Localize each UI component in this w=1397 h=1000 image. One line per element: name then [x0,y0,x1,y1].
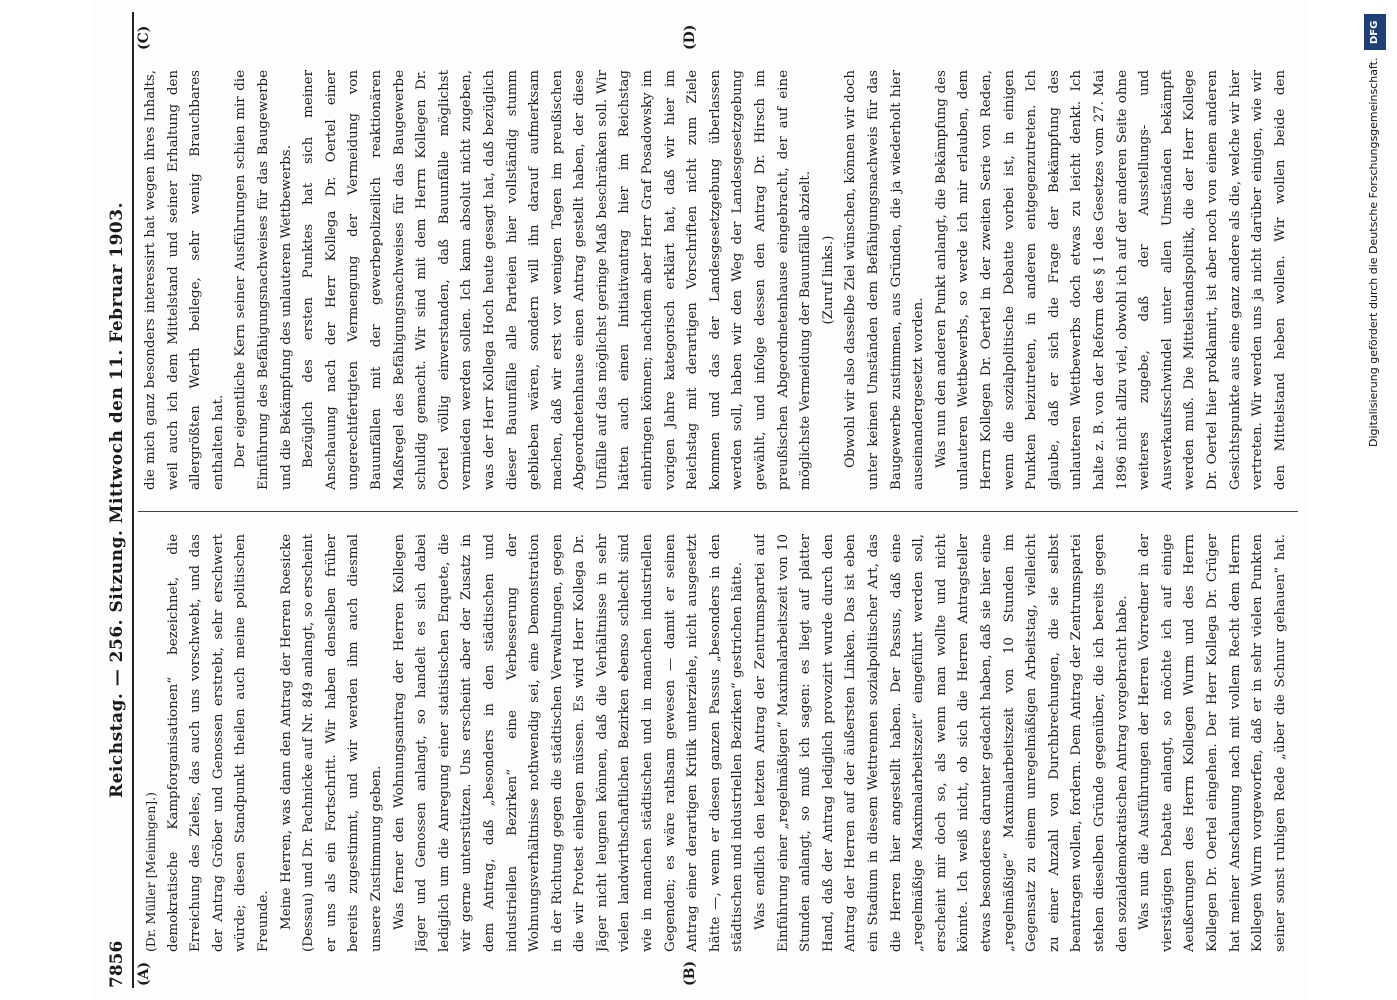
paragraph: Was nun die Ausführungen der Herren Vorredner in der vierstägigen Debatte anlangt, so möchte ich auf einige Aeußerungen des Herrn Kollegen Wurm und des Herrn Kollegen Dr. Oertel eingehen. Der Herr Kollega Dr. Crüger hat meiner Anschauung nach mit vollem Recht dem Herrn Kollegen Wurm vorgeworfen, daß er in sehr vielen Punkten seiner sonst ruhigen Rede „über die Schnur gehauen“ hat. [1137,534,1288,952]
dfg-credit-text: Digitalisierung gefördert durch die Deutsche Forschungsgemeinschaft. [1367,58,1380,448]
margin-mark-d: (D) [682,24,698,50]
speaker-label: (Dr. Müller [Meiningen].) [143,792,158,952]
margin-mark-b: (B) [682,960,698,986]
page-header [102,12,134,988]
paragraph: Was ferner den Wohnungsantrag der Herren Kollegen Jäger und Genossen anlangt, so handelt es sich dabei lediglich um die Anregung einer statistischen Enquete, die wir gerne unterstützen. Uns erscheint aber der Zusatz in dem Antrag, daß „besonders in den städtischen und industriellen Bezirken“ eine Verbesserung der Wohnungsverhältnisse nothwendig sei, eine Demonstration in der Richtung gegen die städtischen Verwaltungen, gegen die wir Protest einlegen müssen. Es wird Herr Kollega Dr. Jäger nicht leugnen können, daß die Verhältnisse in sehr vielen landwirthschaftlichen Bezirken ebenso schlecht sind wie in manchen städtischen und in manchen industriellen Gegenden; es wäre rathsam gewesen — damit er seinen Antrag einer derartigen Kritik unterziehe, nicht ausgesetzt hätte —, wenn er diesen ganzen Passus „besonders in den städtischen und industriellen Bezirken“ gestrichen hätte. [391,534,746,952]
paragraph: Meine Herren, was dann den Antrag der Herren Roesicke (Dessau) und Dr. Pachnicke auf Nr. 849 anlangt, so erscheint er uns als ein Fortschritt. Wir haben denselben früher bereits zugestimmt, und wir werden ihm auch diesmal unsere Zustimmung geben. [278,534,384,952]
paragraph: die mich ganz besonders interessirt hat wegen ihres Inhalts, weil auch ich dem Mittelstand und seiner Erhaltung den allergrößten Werth beilege, sehr wenig Brauchbares enthalten hat. [143,70,226,490]
paragraph: Der eigentliche Kern seiner Ausführungen schien mir die Einführung des Befähigungsnachweises für das Baugewerbe und die Bekämpfung des unlauteren Wettbewerbs. [233,70,294,490]
margin-mark-c: (C) [136,25,152,50]
paragraph: Was nun den anderen Punkt anlangt, die Bekämpfung des unlauteren Wettbewerbs, so werde ich mir erlauben, dem Herrn Kollegen Dr. Oertel in der zweiten Serie von Reden, wenn die sozialpolitische Debatte vorbei ist, in einigen Punkten beizutreten, in anderen entgegenzutreten. Ich glaube, daß er sich die Frage der Bekämpfung des unlauteren Wettbewerbs doch etwas zu leicht denkt. Ich halte z. B. von der Reform des § 1 des Gesetzes vom 27. Mai 1896 nicht allzu viel, obwohl ich auf der anderen Seite ohne weiteres zugebe, daß der Ausstellungs- und Ausverkaufsschwindel unter allen Umständen bekämpft werden muß. Die Mittelstandspolitik, die der Herr Kollege Dr. Oertel hier proklamirt, ist aber noch von einem anderen Gesichtspunkte aus eine ganz andere als die, welche wir hier vertreten. Wir werden uns ja nicht darüber einigen, wie wir den Mittelstand heben wollen. Wir wollen beide den [933,70,1288,490]
page-number: 7856 [107,940,127,988]
column-divider [138,511,1298,512]
dfg-logo: DFG [1364,14,1386,50]
margin-mark-a: (A) [136,961,152,986]
paragraph: demokratische Kampforganisationen“ bezeichnet, die Erreichung des Zieles, das auch uns vorschwebt, und das der Antrag Gröber und Genossen erstrebt, sehr erschwert würde; diesen Standpunkt theilen auch meine politischen Freunde. [165,534,271,952]
page-title: Reichstag. — 256. Sitzung. Mittwoch den 11. Februar 1903. [107,201,127,799]
paragraph: Bezüglich des ersten Punktes hat sich meiner Anschauung nach der Herr Kollega Dr. Oertel einer ungerechtfertigten Vermengung der Vermeidung von Bauunfällen mit der gewerbepolizeilich reaktionären Maßregel des Befähigungsnachweises für das Baugewerbe schuldig gemacht. Wir sind mit dem Herrn Kollegen Dr. Oertel völlig einverstanden, daß Bauunfälle möglichst vermieden werden sollen. Ich kann absolut nicht zugeben, was der Herr Kollega Hoch heute gesagt hat, daß bezüglich dieser Bauunfälle alle Parteien hier vollständig stumm geblieben wären, sondern will ihn darauf aufmerksam machen, daß wir erst vor wenigen Tagen im preußischen Abgeordnetenhause einen Antrag gestellt haben, der diese Unfälle auf das möglichst geringe Maß beschränken soll. Wir hätten auch einen Initiativantrag hier im Reichstag einbringen können; nachdem aber Herr Graf Posadowsky im vorigen Jahre kategorisch erklärt hat, daß wir hier im Reichstag mit derartigen Vorschriften nicht zum Ziele kommen und das der Landesgesetzgebung überlassen werden soll, haben wir den Weg der Landesgesetzgebung gewählt, und infolge dessen den Antrag Dr. Hirsch im preußischen Abgeordnetenhause eingebracht, der auf eine möglichste Vermeidung der Bauunfälle abzielt. [301,70,814,490]
interjection: (Zuruf links.) [820,235,836,325]
right-column [140,70,1290,490]
paragraph: Obwohl wir also dasselbe Ziel wünschen, können wir doch unter keinen Umständen dem Befähigungsnachweis für das Baugewerbe zustimmen, aus Gründen, die ja wiederholt hier auseinandergesetzt worden. [843,70,927,490]
paragraph: Was endlich den letzten Antrag der Zentrumspartei auf Einführung einer „regelmäßigen“ Maximalarbeitszeit von 10 Stunden anlangt, so muß ich sagen: es liegt auf platter Hand, daß der Antrag lediglich provozirt wurde durch den Antrag der Herren auf der äußersten Linken. Das ist eben ein Stadium in diesem Wettrennen sozialpolitischer Art, das die Herren hier angestellt haben. Der Passus, daß eine „regelmäßige Maximalarbeitszeit“ eingeführt werden soll, erscheint mir doch so, als wenn man wollte und nicht könnte. Ich weiß nicht, ob sich die Herren Antragsteller etwas besonderes darunter gedacht haben, daß sie hier eine „regelmäßige“ Maximalarbeitszeit von 10 Stunden im Gegensatz zu einem unregelmäßigen Arbeitstag, vielleicht zu einer Anzahl von Durchbrechungen, die sie selbst beantragen wollen, fordern. Dem Antrag der Zentrumspartei stehen dieselben Gründe gegenüber, die ich bereits gegen den sozialdemokratischen Antrag vorgebracht habe. [753,534,1130,952]
dfg-credit-strip [1360,6,1390,996]
left-column [140,534,1290,952]
scanned-page [92,0,1307,1000]
